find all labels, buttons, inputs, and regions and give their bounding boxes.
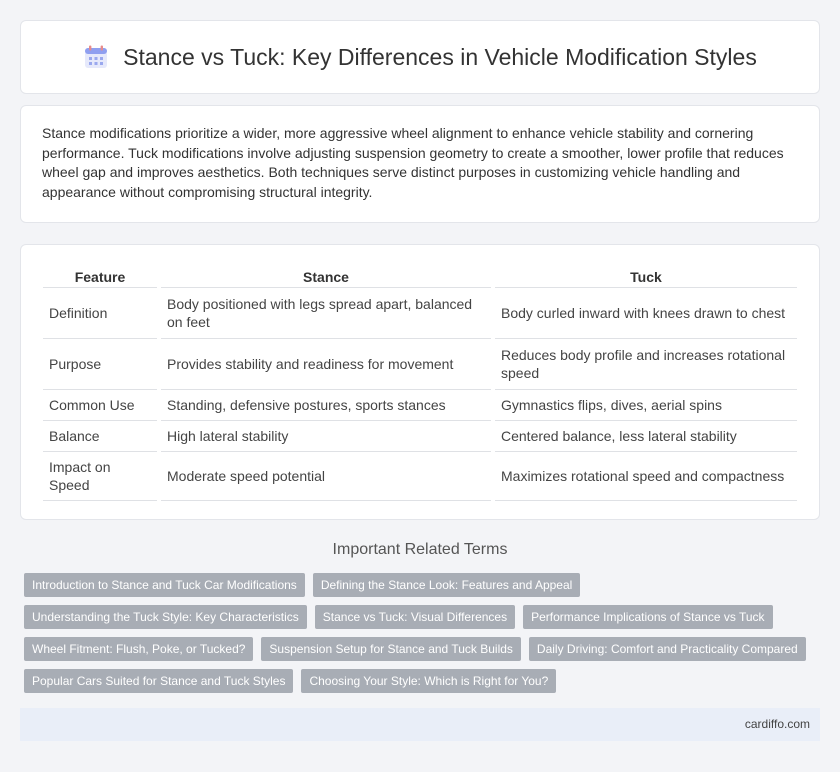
- table-row: [43, 390, 797, 421]
- related-term-tag[interactable]: Popular Cars Suited for Stance and Tuck Styles: [24, 669, 293, 693]
- comparison-table: [39, 263, 801, 501]
- table-row: [43, 421, 797, 452]
- table-row: [43, 452, 797, 501]
- cell-stance: High lateral stability: [161, 421, 491, 452]
- related-term-tag[interactable]: Suspension Setup for Stance and Tuck Builds: [261, 637, 521, 661]
- cell-feature: Impact on Speed: [43, 452, 157, 501]
- cell-stance: Provides stability and readiness for movement: [161, 339, 491, 390]
- cell-feature: Common Use: [43, 390, 157, 421]
- cell-feature: Purpose: [43, 339, 157, 390]
- calendar-icon: [83, 44, 109, 70]
- comparison-table-card: [20, 244, 820, 520]
- header-feature: Feature: [43, 263, 157, 288]
- cell-tuck: Reduces body profile and increases rotational speed: [495, 339, 797, 390]
- related-term-tag[interactable]: Stance vs Tuck: Visual Differences: [315, 605, 515, 629]
- cell-tuck: Body curled inward with knees drawn to chest: [495, 288, 797, 339]
- intro-card: [20, 105, 820, 223]
- header-tuck: Tuck: [495, 263, 797, 288]
- table-row: [43, 339, 797, 390]
- cell-tuck: Maximizes rotational speed and compactness: [495, 452, 797, 501]
- cell-tuck: Gymnastics flips, dives, aerial spins: [495, 390, 797, 421]
- table-header-row: [43, 263, 797, 288]
- related-term-tag[interactable]: Daily Driving: Comfort and Practicality Compared: [529, 637, 806, 661]
- intro-paragraph: Stance modifications prioritize a wider, more aggressive wheel alignment to enhance vehicle stability and cornering performance. Tuck modifications involve adjusting suspension geometry to create a smoother, lower profile that reduces wheel gap and improves aesthetics. Both techniques serve distinct purposes in customizing vehicle handling and appearance without compromising structural integrity.: [42, 125, 784, 200]
- related-terms-list: [24, 573, 814, 693]
- cell-tuck: Centered balance, less lateral stability: [495, 421, 797, 452]
- title-card: [20, 20, 820, 94]
- related-term-tag[interactable]: Choosing Your Style: Which is Right for You?: [301, 669, 556, 693]
- table-row: [43, 288, 797, 339]
- related-term-tag[interactable]: Wheel Fitment: Flush, Poke, or Tucked?: [24, 637, 253, 661]
- related-term-tag[interactable]: Defining the Stance Look: Features and Appeal: [313, 573, 581, 597]
- related-term-tag[interactable]: Understanding the Tuck Style: Key Characteristics: [24, 605, 307, 629]
- header-stance: Stance: [161, 263, 491, 288]
- cell-stance: Moderate speed potential: [161, 452, 491, 501]
- cell-stance: Standing, defensive postures, sports stances: [161, 390, 491, 421]
- related-terms-heading: Important Related Terms: [332, 541, 508, 558]
- related-term-tag[interactable]: Performance Implications of Stance vs Tuck: [523, 605, 772, 629]
- page-title: Stance vs Tuck: Key Differences in Vehicle Modification Styles: [123, 43, 757, 70]
- cell-stance: Body positioned with legs spread apart, balanced on feet: [161, 288, 491, 339]
- cell-feature: Definition: [43, 288, 157, 339]
- cell-feature: Balance: [43, 421, 157, 452]
- related-term-tag[interactable]: Introduction to Stance and Tuck Car Modifications: [24, 573, 305, 597]
- footer: [20, 708, 820, 741]
- footer-site-link[interactable]: cardiffo.com: [744, 717, 810, 731]
